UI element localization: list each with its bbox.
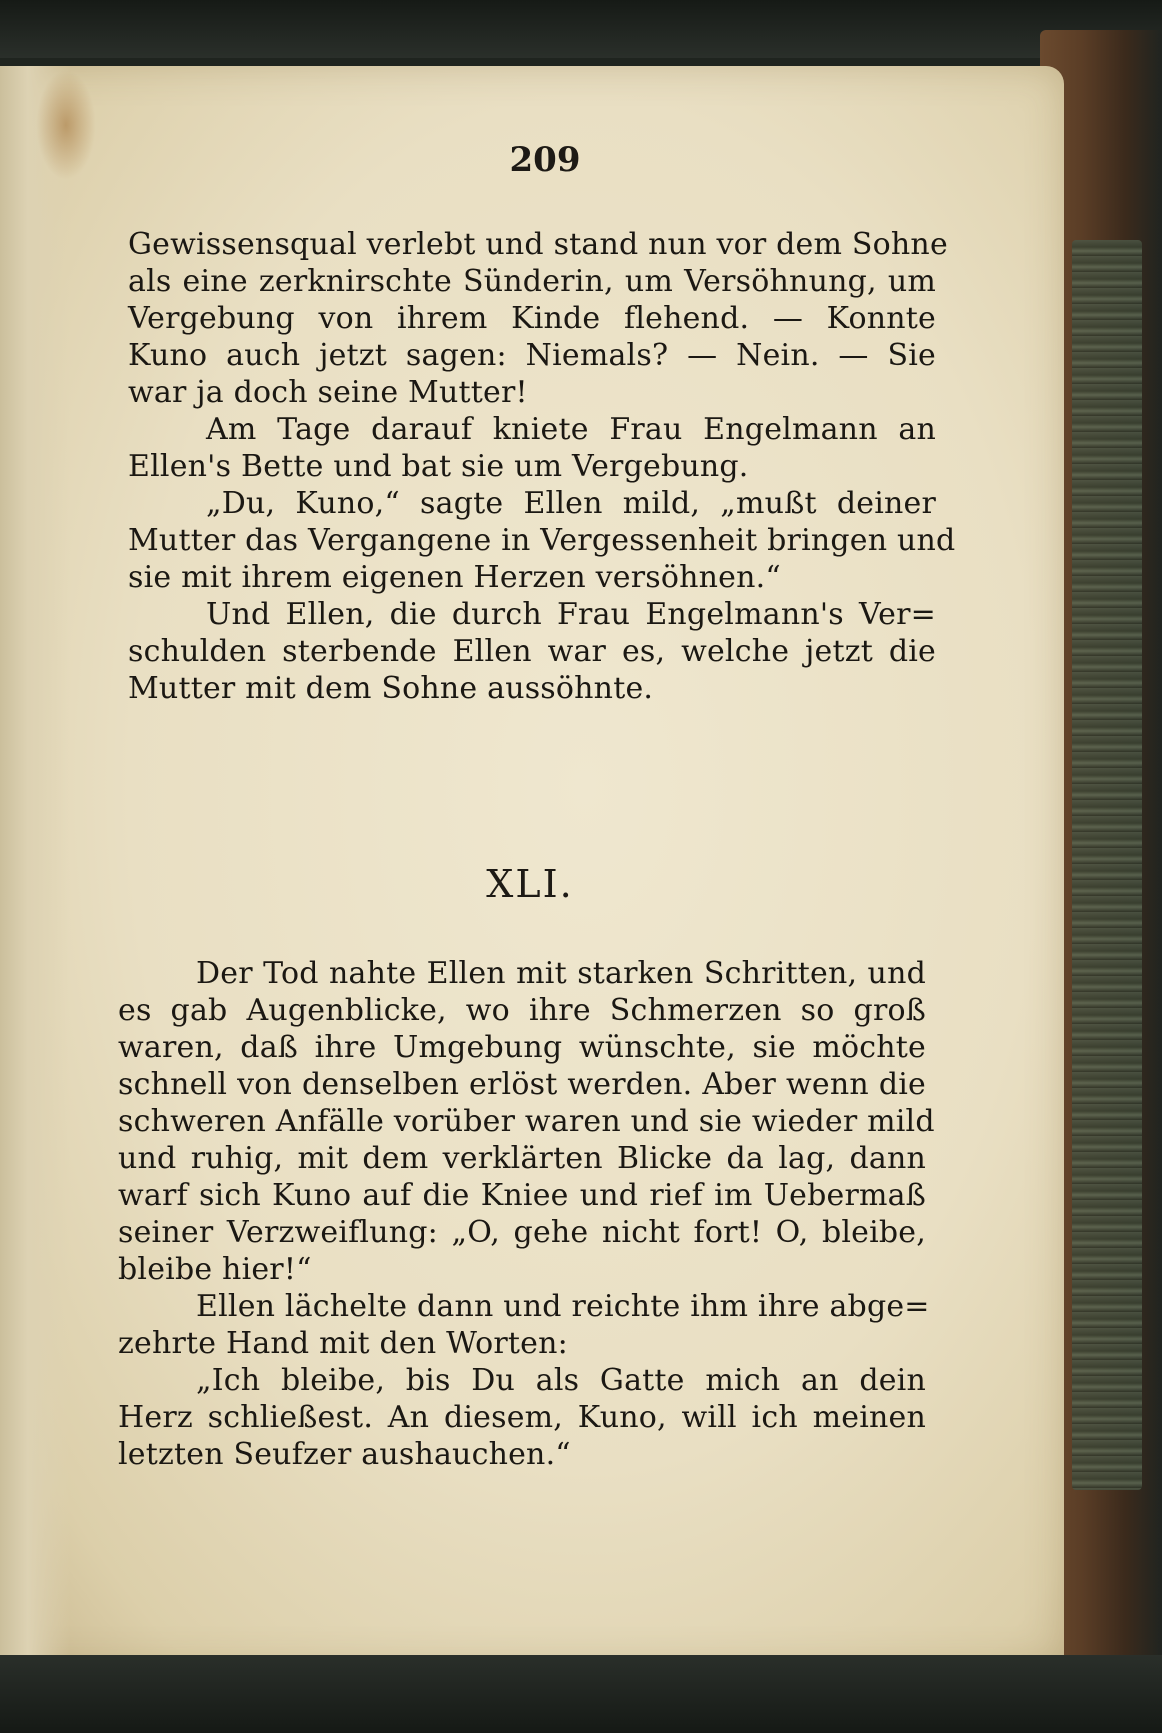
text-line: schnell von denselben erlöst werden. Aber wenn die	[118, 1067, 926, 1102]
text-line: seiner Verzweiflung: „O, gehe nicht fort! O, bleibe,	[118, 1215, 926, 1250]
text-line: schweren Anfälle vorüber waren und sie wieder mild	[118, 1104, 935, 1139]
page-gutter	[0, 66, 70, 1666]
text-line: sie mit ihrem eigenen Herzen versöhnen.“	[128, 560, 781, 595]
text-line: Vergebung von ihrem Kinde flehend. — Konnte	[128, 301, 936, 336]
scan-background-top	[0, 0, 1162, 58]
text-line: Und Ellen, die durch Frau Engelmann's Ver=	[206, 597, 936, 632]
page-number: 209	[509, 140, 581, 180]
text-line: schulden sterbende Ellen war es, welche jetzt die	[128, 634, 936, 669]
text-line: Ellen lächelte dann und reichte ihm ihre abge=	[196, 1289, 930, 1324]
text-line: es gab Augenblicke, wo ihre Schmerzen so groß	[118, 993, 926, 1028]
text-line: letzten Seufzer aushauchen.“	[118, 1437, 571, 1472]
text-block-upper	[128, 226, 956, 707]
text-line: Mutter das Vergangene in Vergessenheit bringen und	[128, 523, 956, 558]
text-line: „Du, Kuno,“ sagte Ellen mild, „mußt deiner	[206, 486, 936, 521]
text-line: warf sich Kuno auf die Kniee und rief im Uebermaß	[118, 1178, 926, 1213]
text-line: und ruhig, mit dem verklärten Blicke da lag, dann	[118, 1141, 926, 1176]
text-line: Herz schließest. An diesem, Kuno, will ich meinen	[118, 1400, 926, 1435]
text-line: Gewissensqual verlebt und stand nun vor dem Sohne	[128, 227, 948, 262]
text-line: Am Tage darauf kniete Frau Engelmann an	[206, 412, 936, 447]
text-line: Kuno auch jetzt sagen: Niemals? — Nein. — Sie	[128, 338, 936, 373]
page-stain	[36, 70, 96, 180]
scan-background-bottom	[0, 1655, 1162, 1733]
text-line: Der Tod nahte Ellen mit starken Schritten, und	[196, 956, 926, 991]
text-line: als eine zerknirschte Sünderin, um Versöhnung, um	[128, 264, 936, 299]
text-block-lower	[118, 955, 935, 1473]
text-line: zehrte Hand mit den Worten:	[118, 1326, 568, 1361]
text-line: bleibe hier!“	[118, 1252, 312, 1287]
text-line: „Ich bleibe, bis Du als Gatte mich an dein	[196, 1363, 926, 1398]
text-line: waren, daß ihre Umgebung wünschte, sie möchte	[118, 1030, 926, 1065]
text-line: Ellen's Bette und bat sie um Vergebung.	[128, 449, 749, 484]
text-line: war ja doch seine Mutter!	[128, 375, 528, 410]
chapter-heading: XLI.	[486, 862, 574, 906]
text-line: Mutter mit dem Sohne aussöhnte.	[128, 671, 654, 706]
marbled-cover-texture	[1072, 240, 1142, 1490]
